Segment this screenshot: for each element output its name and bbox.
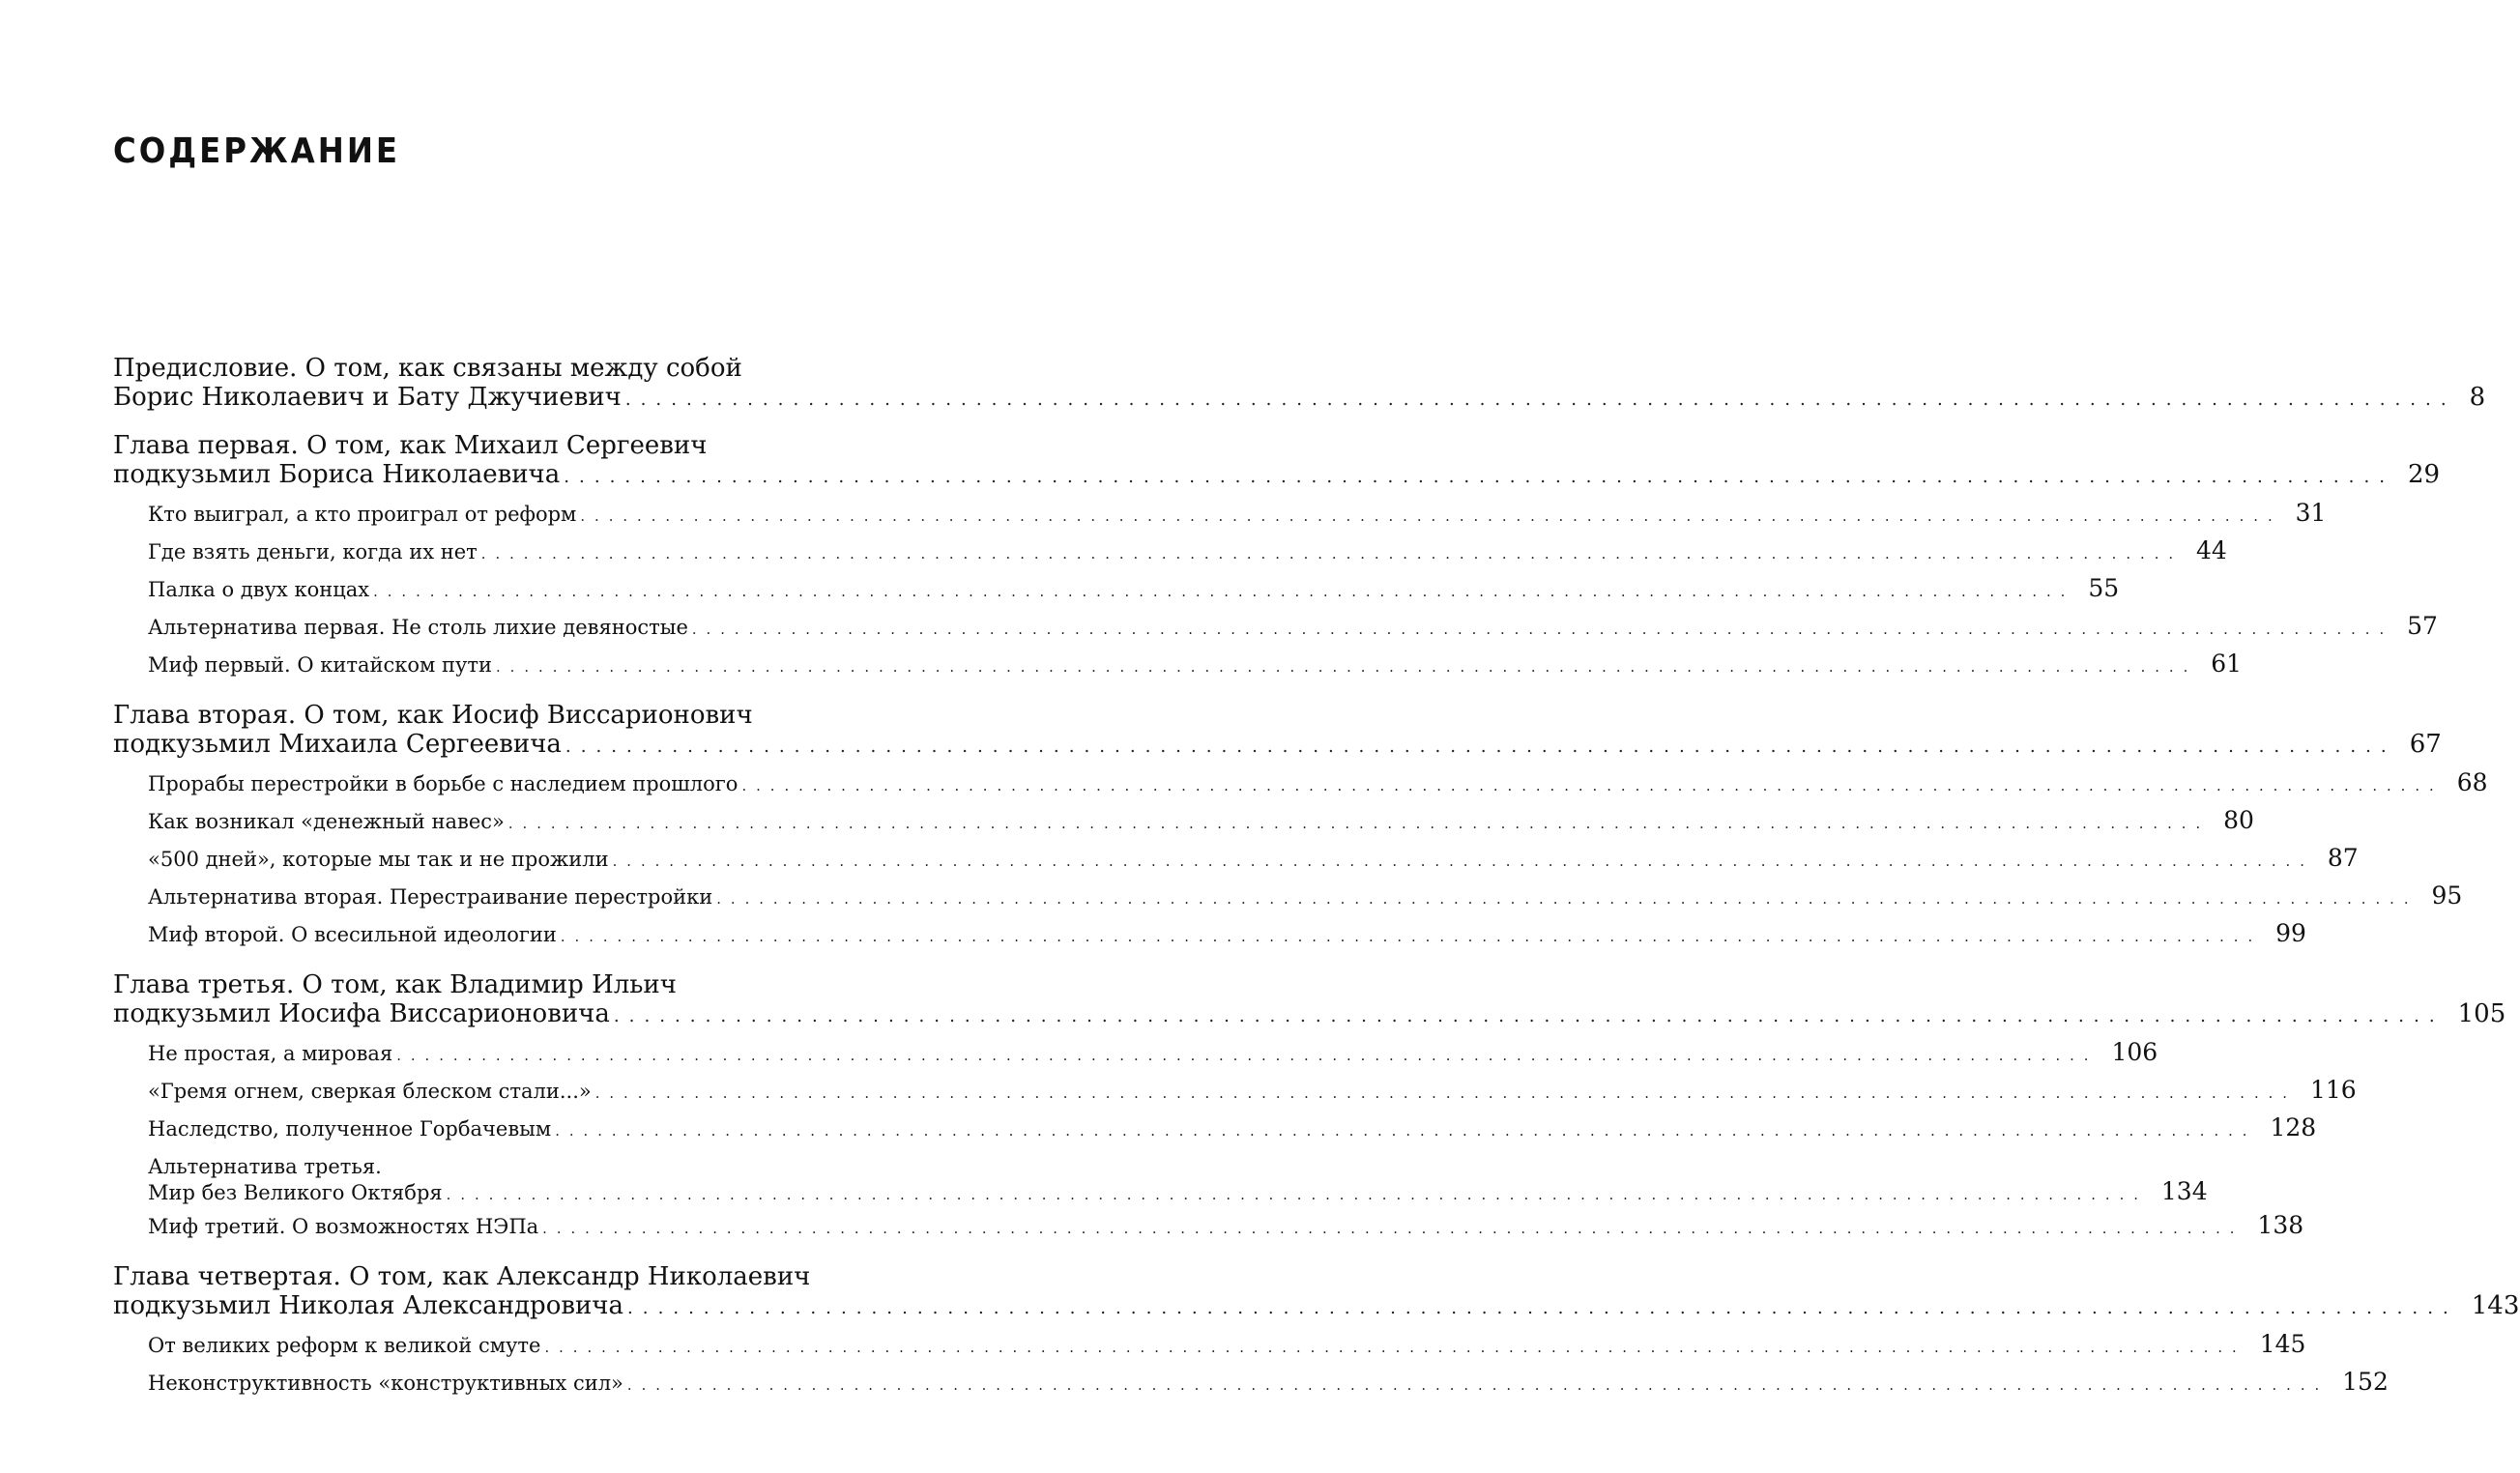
- toc-entry-title: подкузьмил Бориса Николаевича: [113, 460, 561, 489]
- toc-subentry-title: «Гремя огнем, сверкая блеском стали...»: [148, 1080, 592, 1103]
- leader-dots: ........................................................................................................................: [542, 1221, 2245, 1237]
- page-number: 145: [2259, 1330, 2306, 1358]
- toc-entry-title: Борис Николаевич и Бату Джучиевич: [113, 383, 622, 412]
- page-number: 68: [2456, 768, 2488, 796]
- toc-subentry-title: Миф первый. О китайском пути: [148, 653, 493, 677]
- subsection-list: [148, 1035, 2357, 1246]
- toc-subentry-title: Где взять деньги, когда их нет: [148, 540, 478, 563]
- page-number: 138: [2257, 1211, 2304, 1239]
- toc-chapter[interactable]: [113, 970, 2506, 1246]
- page-number: 29: [2408, 460, 2441, 489]
- toc-entry-title: подкузьмил Михаила Сергеевича: [113, 730, 562, 759]
- toc-chapter[interactable]: [113, 701, 2488, 954]
- leader-dots: ........................................................................................................................: [560, 929, 2263, 945]
- toc-subentry[interactable]: [148, 1073, 2357, 1111]
- leader-dots: ........................................................................................................................: [507, 816, 2211, 832]
- toc-subentry-title: Прорабы перестройки в борьбе с наследием прошлого: [148, 772, 739, 795]
- page-number: 116: [2309, 1076, 2357, 1104]
- toc-entry-title: Глава четвертая. О том, как Александр Николаевич: [113, 1262, 811, 1291]
- toc-subentry[interactable]: [148, 534, 2227, 571]
- toc-subentry[interactable]: [148, 1035, 2158, 1073]
- leader-dots: ........................................................................................................................: [627, 1298, 2458, 1318]
- toc-preface[interactable]: [113, 354, 2486, 415]
- toc-chapter[interactable]: [113, 1262, 2520, 1402]
- toc-subentry[interactable]: [148, 647, 2243, 684]
- toc-subentry[interactable]: [148, 1327, 2306, 1365]
- subsection-list: [148, 765, 2488, 954]
- page-number: 95: [2431, 881, 2463, 910]
- table-of-contents: [113, 354, 2520, 1419]
- toc-entry-title: Глава третья. О том, как Владимир Ильич: [113, 970, 677, 999]
- chapter-list: [113, 431, 2520, 1402]
- leader-dots: ........................................................................................................................: [613, 1006, 2445, 1026]
- toc-subentry-title: Альтернатива третья.: [148, 1155, 382, 1178]
- toc-entry-title: Глава вторая. О том, как Иосиф Виссарионович: [113, 701, 753, 730]
- leader-dots: ........................................................................................................................: [716, 891, 2419, 908]
- toc-subentry[interactable]: [148, 879, 2463, 916]
- toc-subentry[interactable]: [148, 916, 2306, 954]
- toc-subentry-title: От великих реформ к великой смуте: [148, 1334, 541, 1357]
- leader-dots: ........................................................................................................................: [580, 508, 2282, 525]
- page-number: 99: [2275, 919, 2306, 947]
- toc-entry-title: Предисловие. О том, как связаны между собой: [113, 354, 742, 383]
- toc-subentry[interactable]: [148, 803, 2254, 841]
- leader-dots: ........................................................................................................................: [624, 390, 2456, 410]
- page-number: 87: [2327, 844, 2359, 872]
- leader-dots: ........................................................................................................................: [691, 621, 2394, 638]
- page-number: 105: [2457, 999, 2506, 1028]
- leader-dots: ........................................................................................................................: [565, 736, 2396, 757]
- page-number: 80: [2223, 806, 2254, 834]
- leader-dots: ........................................................................................................................: [544, 1340, 2246, 1356]
- toc-subentry[interactable]: [148, 1111, 2317, 1148]
- toc-subentry-title: Кто выиграл, а кто проиграл от реформ: [148, 503, 577, 526]
- page-number: 57: [2407, 612, 2438, 640]
- toc-subentry[interactable]: [148, 841, 2359, 879]
- toc-subentry[interactable]: [148, 571, 2120, 609]
- page-number: 152: [2342, 1368, 2389, 1396]
- toc-subentry-title: Не простая, а мировая: [148, 1042, 393, 1065]
- toc-entry-title: подкузьмил Иосифа Виссарионовича: [113, 999, 610, 1028]
- toc-subentry-title: Мир без Великого Октября: [148, 1181, 443, 1204]
- leader-dots: ........................................................................................................................: [496, 659, 2198, 676]
- leader-dots: ........................................................................................................................: [396, 1048, 2099, 1064]
- page-number: 44: [2196, 536, 2227, 564]
- page-number: 31: [2295, 499, 2327, 527]
- page-number: 67: [2409, 730, 2442, 759]
- page-title: СОДЕРЖАНИЕ: [113, 131, 401, 171]
- page-number: 143: [2471, 1291, 2520, 1320]
- toc-subentry-title: Неконструктивность «конструктивных сил»: [148, 1372, 623, 1395]
- toc-entry-title: подкузьмил Николая Александровича: [113, 1291, 623, 1320]
- toc-subentry-title: «500 дней», которые мы так и не прожили: [148, 848, 609, 871]
- toc-subentry[interactable]: [148, 1365, 2389, 1402]
- toc-subentry-title: Альтернатива вторая. Перестраивание перестройки: [148, 885, 713, 909]
- page-number: 55: [2088, 574, 2120, 602]
- leader-dots: ........................................................................................................................: [564, 467, 2395, 487]
- leader-dots: ........................................................................................................................: [594, 1085, 2297, 1102]
- leader-dots: ........................................................................................................................: [612, 853, 2314, 870]
- toc-entry-title: Глава первая. О том, как Михаил Сергеевич: [113, 431, 708, 460]
- subsection-list: [148, 1327, 2389, 1402]
- toc-subentry-title: Наследство, полученное Горбачевым: [148, 1117, 552, 1141]
- toc-subentry-title: Как возникал «денежный навес»: [148, 810, 505, 833]
- toc-subentry-title: Палка о двух концах: [148, 578, 370, 601]
- page-number: 106: [2111, 1038, 2158, 1066]
- toc-subentry[interactable]: [148, 609, 2438, 647]
- subsection-list: [148, 496, 2438, 684]
- page-number: 61: [2211, 650, 2243, 678]
- toc-chapter[interactable]: [113, 431, 2441, 684]
- leader-dots: ........................................................................................................................: [555, 1123, 2257, 1140]
- leader-dots: ........................................................................................................................: [741, 778, 2444, 794]
- toc-subentry[interactable]: [148, 1208, 2304, 1246]
- leader-dots: ........................................................................................................................: [446, 1187, 2148, 1203]
- leader-dots: ........................................................................................................................: [373, 584, 2075, 600]
- toc-subentry[interactable]: [148, 496, 2327, 534]
- toc-subentry-title: Миф третий. О возможностях НЭПа: [148, 1215, 539, 1238]
- page-number: 8: [2469, 383, 2486, 412]
- toc-subentry-title: Миф второй. О всесильной идеологии: [148, 923, 557, 946]
- toc-subentry[interactable]: [148, 765, 2488, 803]
- page-number: 128: [2270, 1113, 2317, 1141]
- toc-subentry[interactable]: [148, 1154, 2208, 1208]
- leader-dots: ........................................................................................................................: [626, 1377, 2330, 1394]
- leader-dots: ........................................................................................................................: [480, 546, 2184, 563]
- page-number: 134: [2160, 1177, 2208, 1205]
- toc-subentry-title: Альтернатива первая. Не столь лихие девяностые: [148, 616, 688, 639]
